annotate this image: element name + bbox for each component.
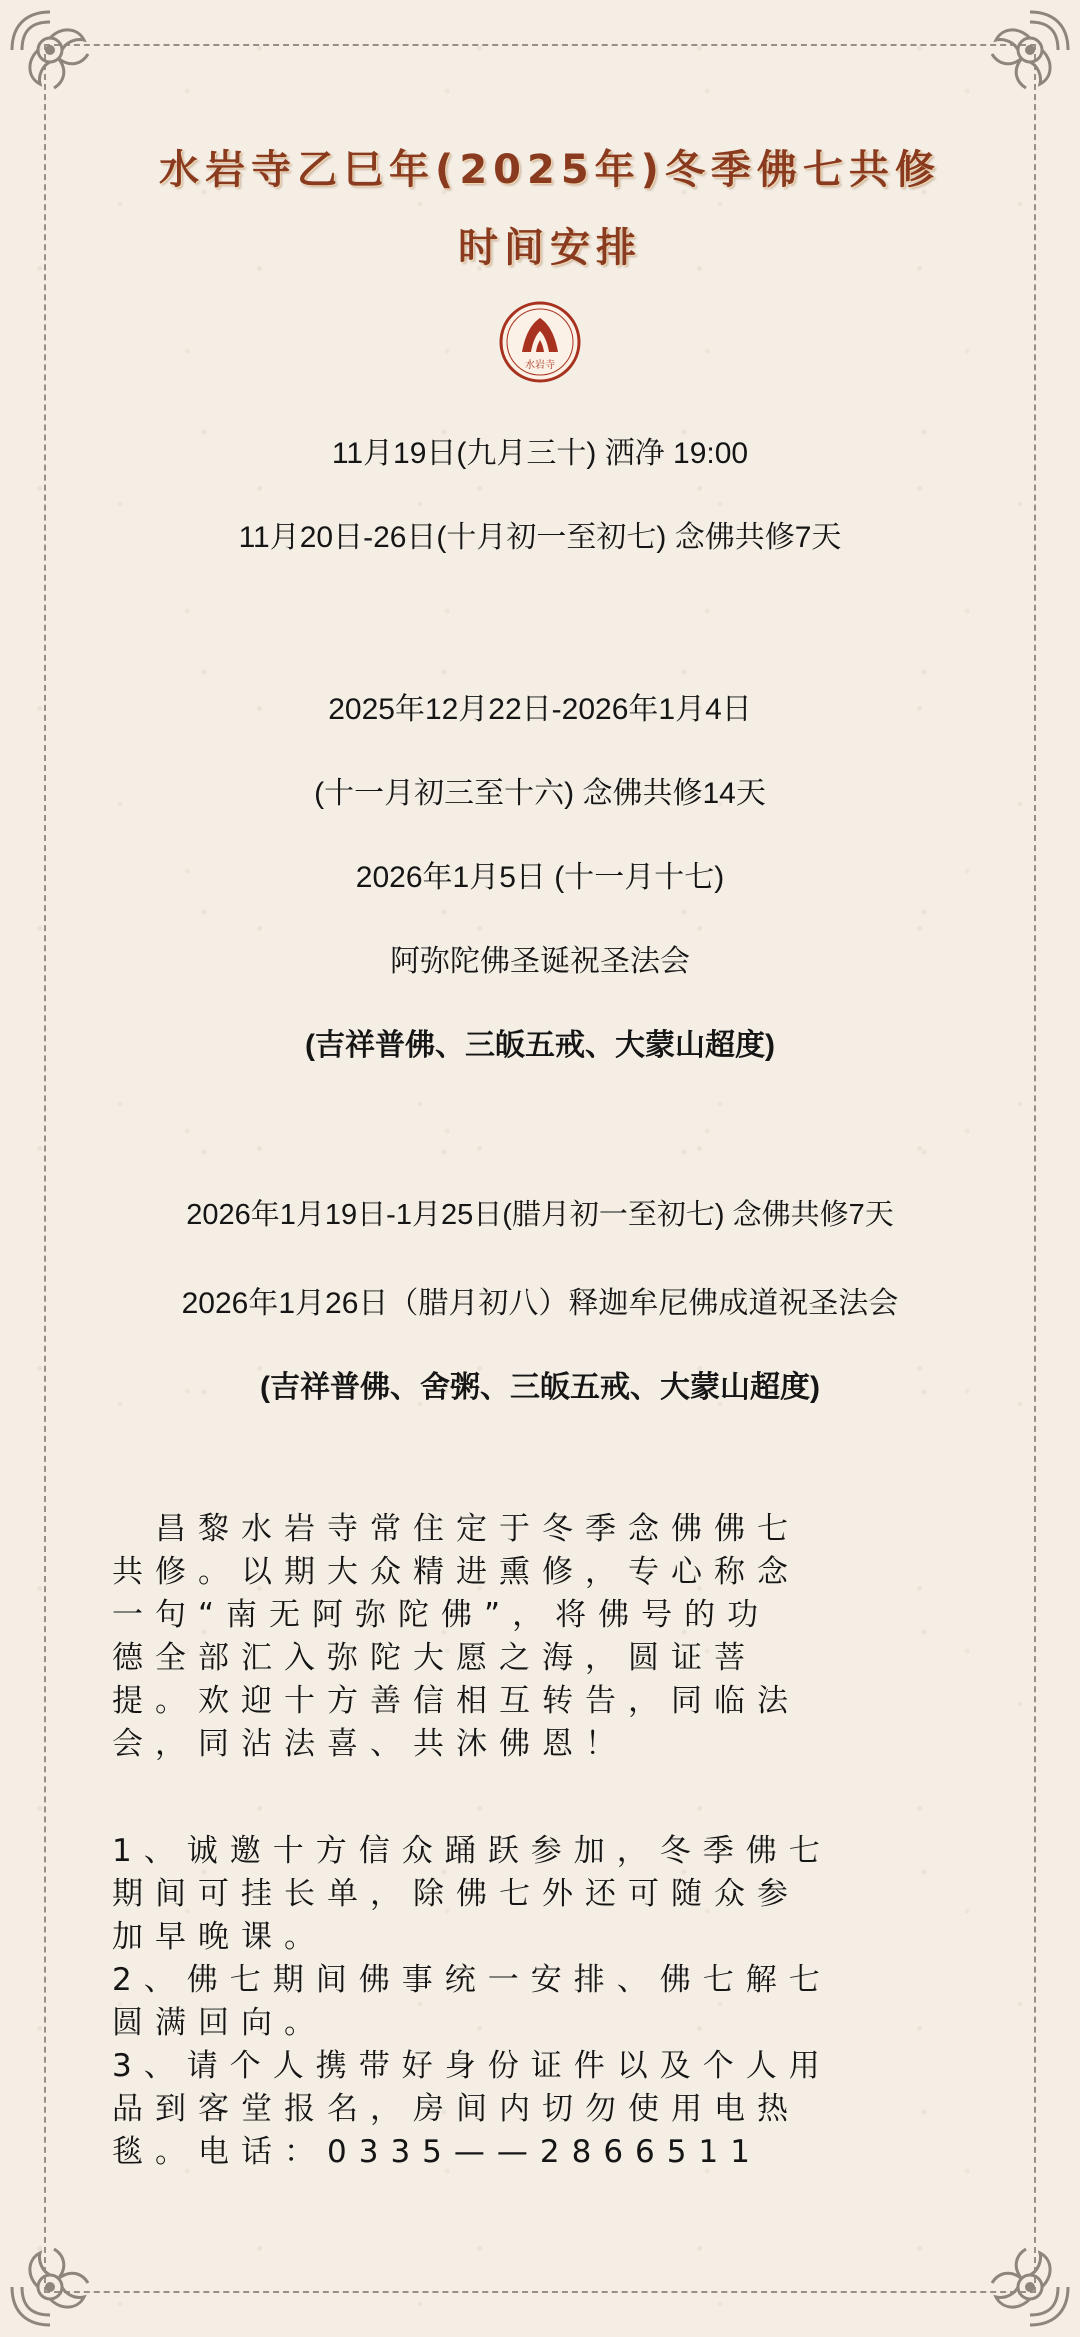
schedule-line: 2026年1月19日-1月25日(腊月初一至初七) 念佛共修7天 <box>186 1199 894 1231</box>
notice-line: 2、佛七期间佛事统一安排、佛七解七 <box>112 1962 832 1998</box>
notice-line: 3、请个人携带好身份证件以及个人用 <box>112 2048 832 2084</box>
notice-paragraph <box>112 1508 992 1766</box>
notice-line: 圆满回向。 <box>112 2005 327 2041</box>
schedule-line: (十一月初三至十六) 念佛共修14天 <box>314 777 766 810</box>
corner-ornament-icon <box>2 2239 98 2335</box>
schedule-line: 11月20日-26日(十月初一至初七) 念佛共修7天 <box>238 521 842 554</box>
notice-line: 1、诚邀十方信众踊跃参加，冬季佛七 <box>112 1833 832 1869</box>
schedule-line: (吉祥普佛、舍粥、三皈五戒、大蒙山超度) <box>260 1371 820 1404</box>
notice-line: 品到客堂报名，房间内切勿使用电热 <box>112 2091 800 2127</box>
page-subtitle: 时间安排 <box>458 225 642 271</box>
temple-logo-icon <box>498 300 582 384</box>
corner-ornament-icon <box>2 2 98 98</box>
corner-ornament-icon <box>982 2239 1078 2335</box>
notice-list <box>112 1830 992 2174</box>
notice-line: 昌黎水岩寺常住定于冬季念佛佛七 <box>112 1511 800 1547</box>
page-title: 水岩寺乙巳年(2025年)冬季佛七共修 <box>159 147 941 193</box>
notice-line: 提。欢迎十方善信相互转告，同临法 <box>112 1683 800 1719</box>
schedule-line: 2026年1月5日 (十一月十七) <box>355 861 725 894</box>
notice-line: 期间可挂长单，除佛七外还可随众参 <box>112 1876 800 1912</box>
corner-ornament-icon <box>982 2 1078 98</box>
notice-line: 会，同沾法喜、共沐佛恩！ <box>112 1726 628 1762</box>
schedule-line: 2025年12月22日-2026年1月4日 <box>328 693 752 726</box>
schedule-line: (吉祥普佛、三皈五戒、大蒙山超度) <box>305 1029 775 1062</box>
phone-line: 毯。电话：0335——2866511 <box>112 2134 762 2170</box>
notice-line: 一句“南无阿弥陀佛”，将佛号的功 <box>112 1597 771 1633</box>
schedule-line: 阿弥陀佛圣诞祝圣法会 <box>390 945 690 978</box>
schedule-line: 11月19日(九月三十) 洒净 19:00 <box>331 437 749 470</box>
notice-line: 加早晚课。 <box>112 1919 327 1955</box>
schedule-line: 2026年1月26日（腊月初八）释迦牟尼佛成道祝圣法会 <box>181 1287 899 1320</box>
logo-text: 水岩寺 <box>525 360 555 371</box>
notice-line: 德全部汇入弥陀大愿之海，圆证菩 <box>112 1640 757 1676</box>
notice-line: 共修。以期大众精进熏修，专心称念 <box>112 1554 800 1590</box>
